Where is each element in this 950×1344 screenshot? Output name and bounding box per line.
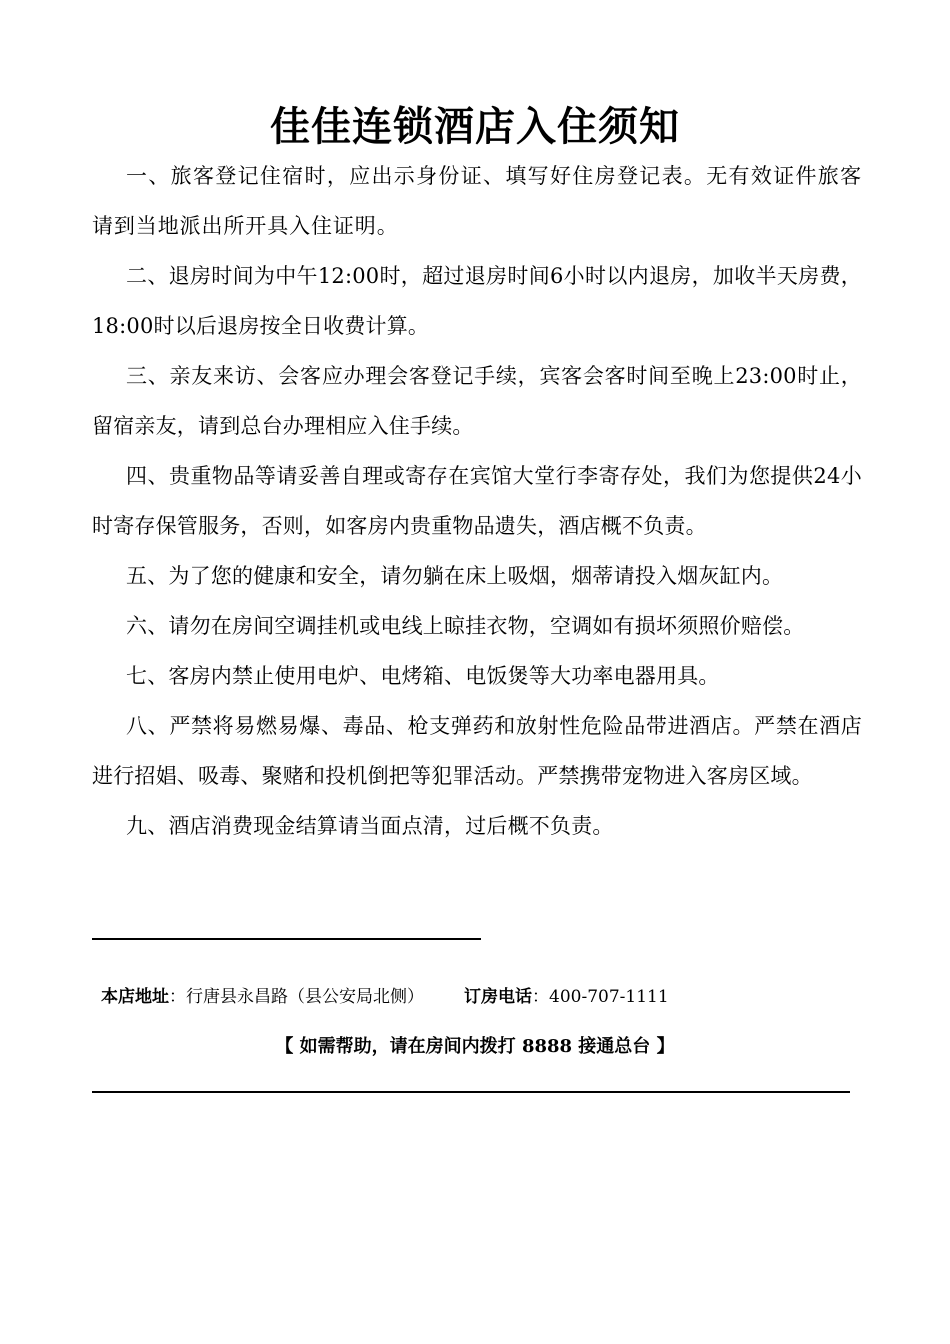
rule-6: 六、请勿在房间空调挂机或电线上晾挂衣物，空调如有损坏须照价赔偿。 xyxy=(126,614,805,638)
phone-value: ：400-707-1111 xyxy=(532,987,669,1007)
rule-1: 一、旅客登记住宿时，应出示身份证、填写好住房登记表。无有效证件旅客请到当地派出所开具入住证明。 xyxy=(92,164,862,238)
rule-5: 五、为了您的健康和安全，请勿躺在床上吸烟，烟蒂请投入烟灰缸内。 xyxy=(126,564,784,588)
address-label: 本店地址 xyxy=(101,987,169,1007)
rule-8: 八、严禁将易燃易爆、毒品、枪支弹药和放射性危险品带进酒店。严禁在酒店进行招娼、吸毒、聚赌和投机倒把等犯罪活动。严禁携带宠物进入客房区域。 xyxy=(92,714,862,788)
rules-list xyxy=(92,151,862,851)
rule-4: 四、贵重物品等请妥善自理或寄存在宾馆大堂行李寄存处，我们为您提供24小时寄存保管服务，否则，如客房内贵重物品遗失，酒店概不负责。 xyxy=(92,464,862,538)
rule-9: 九、酒店消费现金结算请当面点清，过后概不负责。 xyxy=(126,814,614,838)
rule-7: 七、客房内禁止使用电炉、电烤箱、电饭煲等大功率电器用具。 xyxy=(126,664,720,688)
rule-2: 二、退房时间为中午12:00时，超过退房时间6小时以内退房，加收半天房费，18:00时以后退房按全日收费计算。 xyxy=(92,264,862,338)
phone-label: 订房电话 xyxy=(464,987,532,1007)
rule-3: 三、亲友来访、会客应办理会客登记手续，宾客会客时间至晚上23:00时止，留宿亲友，请到总台办理相应入住手续。 xyxy=(92,364,862,438)
short-divider xyxy=(92,938,481,940)
contact-info xyxy=(101,983,669,1011)
help-notice: 【 如需帮助，请在房间内拨打 8888 接通总台 】 xyxy=(275,1036,675,1057)
bottom-divider xyxy=(92,1091,850,1093)
address-value: ：行唐县永昌路（县公安局北侧） xyxy=(169,987,424,1007)
page-title: 佳佳连锁酒店入住须知 xyxy=(270,103,680,150)
